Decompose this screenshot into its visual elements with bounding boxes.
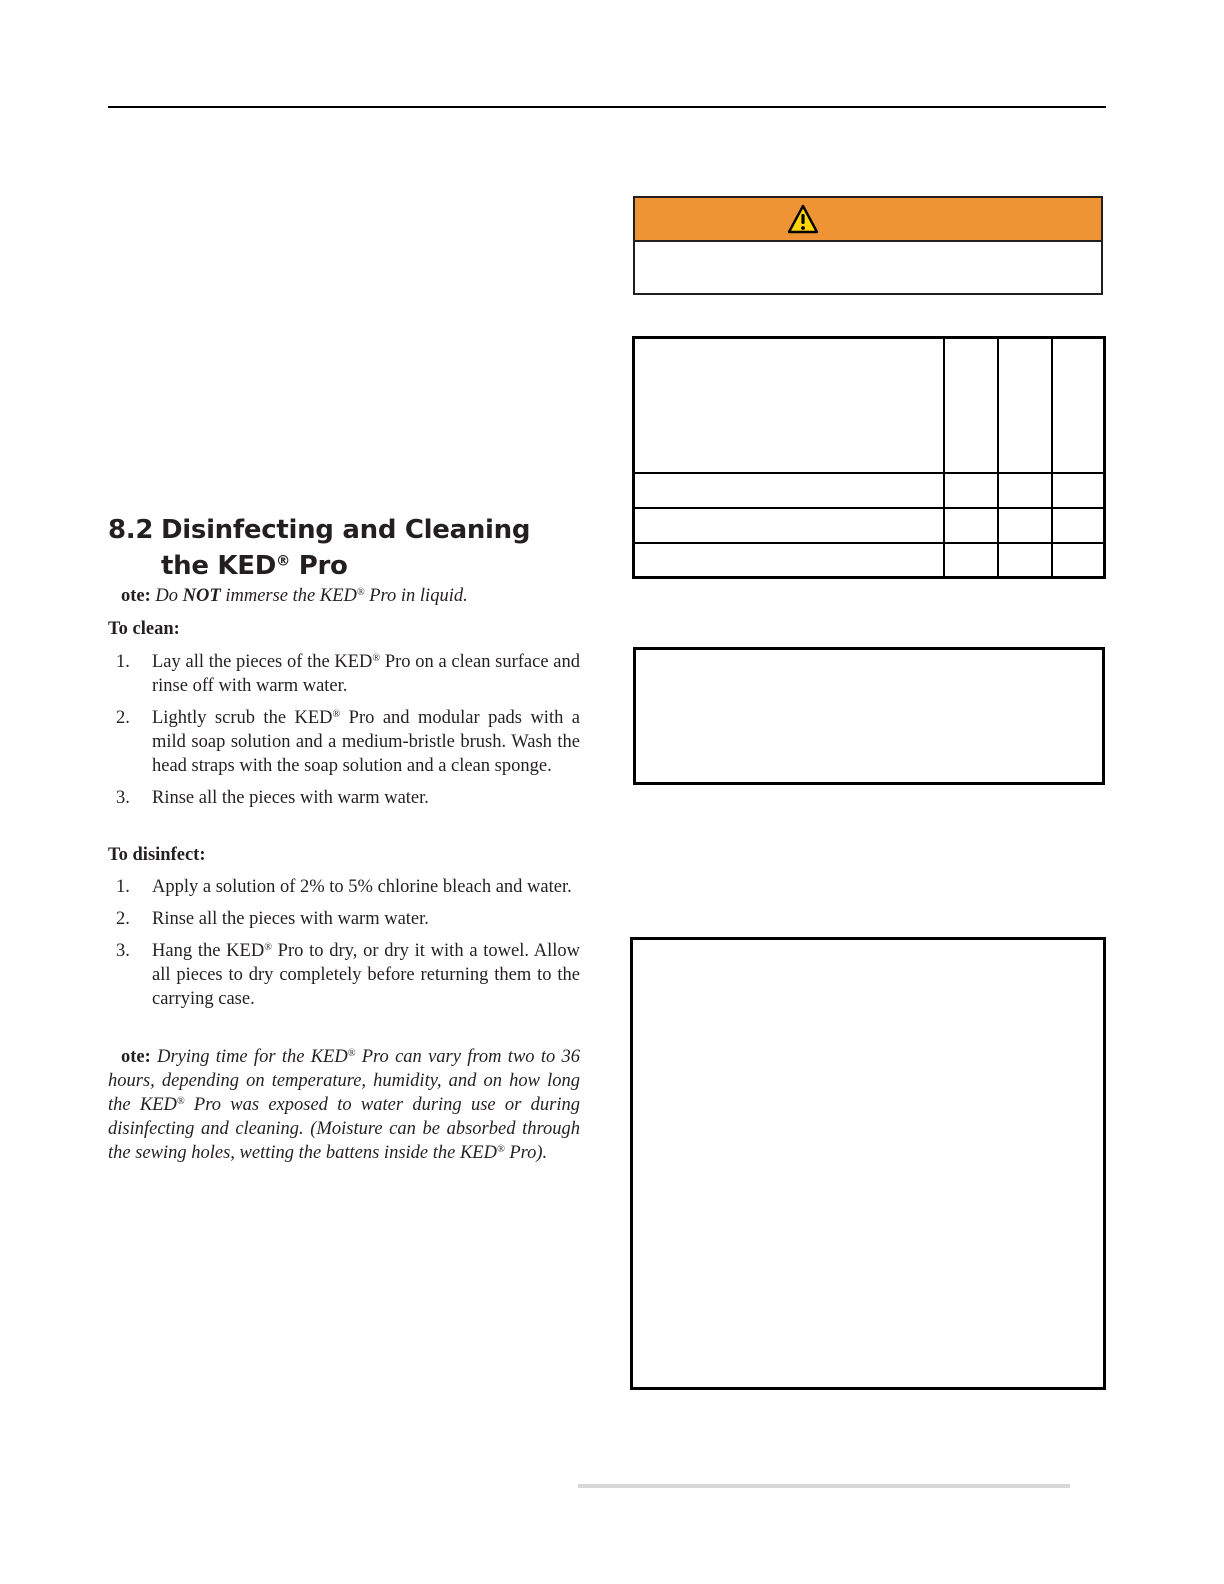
clean-steps bbox=[108, 650, 580, 818]
warning-triangle-icon bbox=[786, 203, 820, 235]
note-label: ote: bbox=[121, 586, 151, 606]
note-drying-time: ote: Drying time for the KED® Pro can vary from two to 36 hours, depending on temperature, humidity, and on how long the KED® Pro was exposed to water during use or during disinfecting and cleaning. (Moisture can be absorbed through the sewing holes, wetting the battens inside the KED® Pro). bbox=[108, 1047, 581, 1163]
footer-rule bbox=[578, 1484, 1070, 1488]
table-row-divider bbox=[635, 507, 1103, 509]
note-emphasis: NOT bbox=[182, 586, 221, 606]
note-label: ote: bbox=[121, 1047, 151, 1067]
info-box bbox=[633, 647, 1105, 785]
figure-box bbox=[630, 937, 1106, 1390]
list-item: 2. Rinse all the pieces with warm water. bbox=[116, 909, 429, 929]
section-title-line1: Disinfecting and Cleaning bbox=[161, 515, 531, 545]
disinfect-steps bbox=[108, 875, 580, 1019]
list-item: 3. Rinse all the pieces with warm water. bbox=[116, 788, 429, 808]
disinfect-heading: To disinfect: bbox=[108, 845, 206, 865]
table-column-divider bbox=[1051, 339, 1053, 576]
list-item: 1. Lay all the pieces of the KED® Pro on a clean surface and rinse off with warm water. bbox=[116, 652, 580, 696]
table-row-divider bbox=[635, 542, 1103, 544]
table-row-divider bbox=[635, 472, 1103, 474]
section-title-line2: the KED® Pro bbox=[161, 551, 348, 581]
list-item: 1. Apply a solution of 2% to 5% chlorine bleach and water. bbox=[116, 877, 572, 897]
header-rule bbox=[108, 106, 1106, 108]
spec-table bbox=[632, 336, 1106, 579]
warning-box bbox=[633, 196, 1103, 295]
section-number: 8.2 bbox=[108, 515, 154, 545]
table-column-divider bbox=[943, 339, 945, 576]
list-item: 3. Hang the KED® Pro to dry, or dry it with a towel. Allow all pieces to dry completely before returning them to the carrying case. bbox=[116, 941, 580, 1009]
note-immerse: ote: Do NOT immerse the KED® Pro in liquid. bbox=[121, 586, 468, 606]
list-item: 2. Lightly scrub the KED® Pro and modular pads with a mild soap solution and a medium-bristle brush. Wash the head straps with the soap solution and a clean sponge. bbox=[116, 708, 580, 776]
clean-heading: To clean: bbox=[108, 619, 180, 639]
warning-header-bar bbox=[635, 198, 1101, 242]
table-column-divider bbox=[997, 339, 999, 576]
